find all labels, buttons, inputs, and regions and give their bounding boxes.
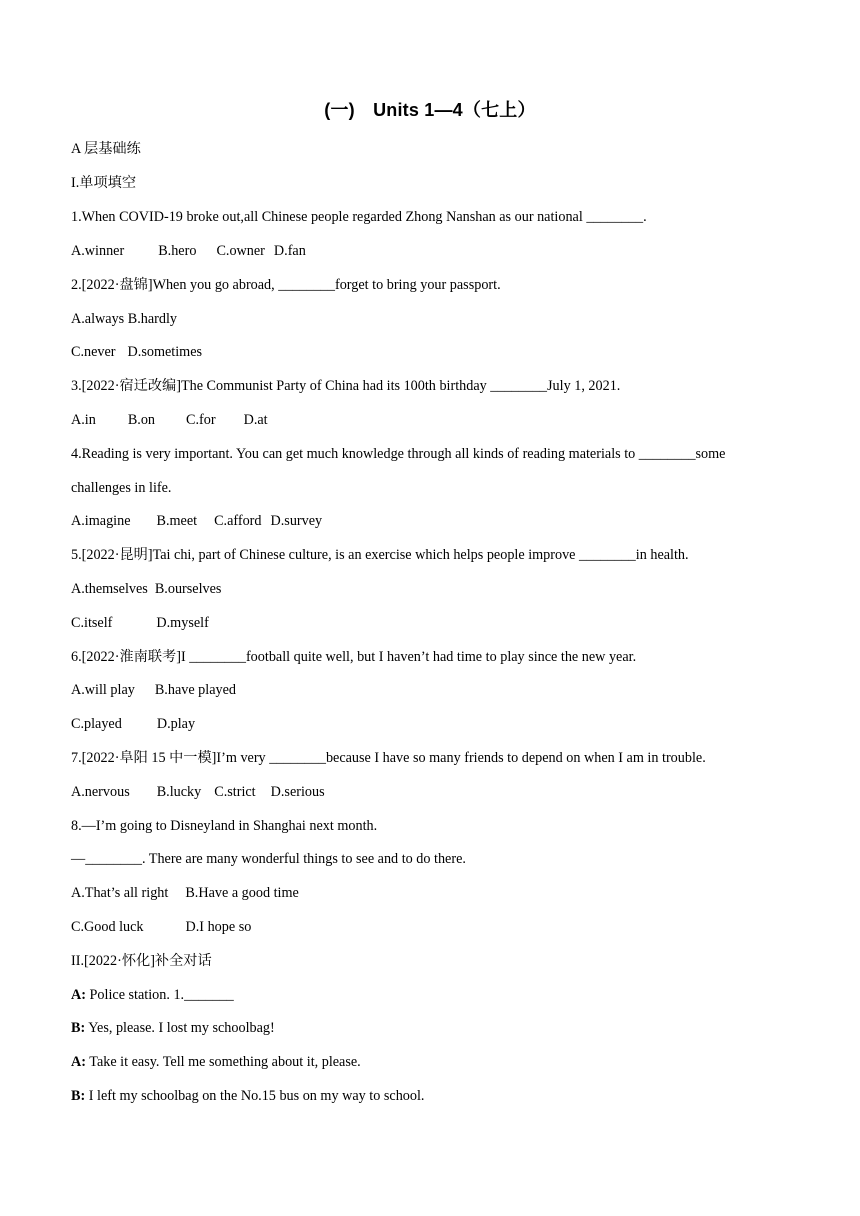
question-2-stem: 2.[2022·盘锦]When you go abroad, ________forget to bring your passport. [71, 277, 501, 293]
part2-heading: II.[2022·怀化]补全对话 [71, 953, 212, 969]
question-4-stem-line2: challenges in life. [71, 480, 172, 496]
option-c: C.Good luck [71, 919, 144, 935]
dialog-speaker: B: [71, 1088, 86, 1104]
question-6-stem: 6.[2022·淮南联考]I ________football quite well, but I haven’t had time to play since the new year. [71, 649, 637, 665]
question-6-options-line1 [71, 680, 236, 700]
part1-heading: I.单项填空 [71, 175, 137, 191]
option-a: A.will play [71, 682, 135, 698]
option-c: C.afford [214, 513, 262, 529]
question-8-options-line2 [71, 917, 251, 937]
option-a: A.winner [71, 243, 125, 259]
dialog-speaker: B: [71, 1020, 86, 1036]
dialog-line [71, 985, 234, 1005]
option-b: B.lucky [156, 784, 202, 800]
option-b: B.hero [158, 243, 197, 259]
option-d: D.myself [156, 615, 209, 631]
option-c: C.played [71, 716, 122, 732]
question-8-stem-line2: —________. There are many wonderful things to see and to do there. [71, 851, 466, 867]
option-b: B.on [127, 412, 156, 428]
option-a: A.imagine [71, 513, 131, 529]
question-7-options [71, 782, 325, 802]
question-8-options-line1 [71, 883, 299, 903]
dialog-text: Yes, please. I lost my schoolbag! [85, 1020, 275, 1036]
question-2-options-line1: A.always B.hardly [71, 311, 177, 327]
option-a: A.themselves [71, 581, 148, 597]
option-d: D.survey [270, 513, 323, 529]
question-8-stem-line1: 8.—I’m going to Disneyland in Shanghai next month. [71, 818, 378, 834]
question-5-options-line2 [71, 613, 209, 633]
dialog-text: Police station. 1._______ [85, 987, 234, 1003]
dialog-line [71, 1018, 275, 1038]
option-b: B.have played [154, 682, 236, 698]
page-title: (一) Units 1—4（七上） [324, 100, 536, 120]
question-1-stem: 1.When COVID-19 broke out,all Chinese people regarded Zhong Nanshan as our national ________. [71, 209, 647, 225]
question-4-options [71, 511, 322, 531]
question-2-options-line2 [71, 342, 202, 362]
option-d: D.fan [273, 243, 306, 259]
option-d: D.sometimes [127, 344, 203, 360]
option-b: B.Have a good time [185, 885, 299, 901]
question-4-stem-line1: 4.Reading is very important. You can get much knowledge through all kinds of reading materials to ________some [71, 446, 726, 462]
question-3-stem: 3.[2022·宿迁改编]The Communist Party of China had its 100th birthday ________July 1, 2021. [71, 378, 621, 394]
option-c: C.never [71, 344, 116, 360]
dialog-text: I left my schoolbag on the No.15 bus on my way to school. [85, 1088, 425, 1104]
option-a: A.nervous [71, 784, 130, 800]
option-b: B.ourselves [154, 581, 222, 597]
option-c: C.owner [216, 243, 265, 259]
question-5-options-line1 [71, 579, 221, 599]
question-1-options [71, 241, 306, 261]
option-b: B.meet [156, 513, 198, 529]
dialog-line [71, 1086, 424, 1106]
option-c: C.strict [214, 784, 256, 800]
option-d: D.play [156, 716, 196, 732]
question-7-stem: 7.[2022·阜阳 15 中一模]I’m very ________because I have so many friends to depend on when I am in trouble. [71, 750, 706, 766]
question-5-stem: 5.[2022·昆明]Tai chi, part of Chinese culture, is an exercise which helps people improve ________in health. [71, 547, 689, 563]
option-a: A.That’s all right [71, 885, 169, 901]
option-d: D.serious [270, 784, 325, 800]
dialog-speaker: A: [71, 987, 86, 1003]
option-a: A.in [71, 412, 96, 428]
option-c: C.for [186, 412, 216, 428]
dialog-line [71, 1052, 361, 1072]
section-a-heading: A 层基础练 [71, 141, 141, 157]
question-6-options-line2 [71, 714, 195, 734]
dialog-text: Take it easy. Tell me something about it, please. [85, 1054, 361, 1070]
option-d: D.at [243, 412, 268, 428]
question-3-options [71, 410, 268, 430]
option-c: C.itself [71, 615, 113, 631]
option-d: D.I hope so [185, 919, 252, 935]
dialog-speaker: A: [71, 1054, 86, 1070]
